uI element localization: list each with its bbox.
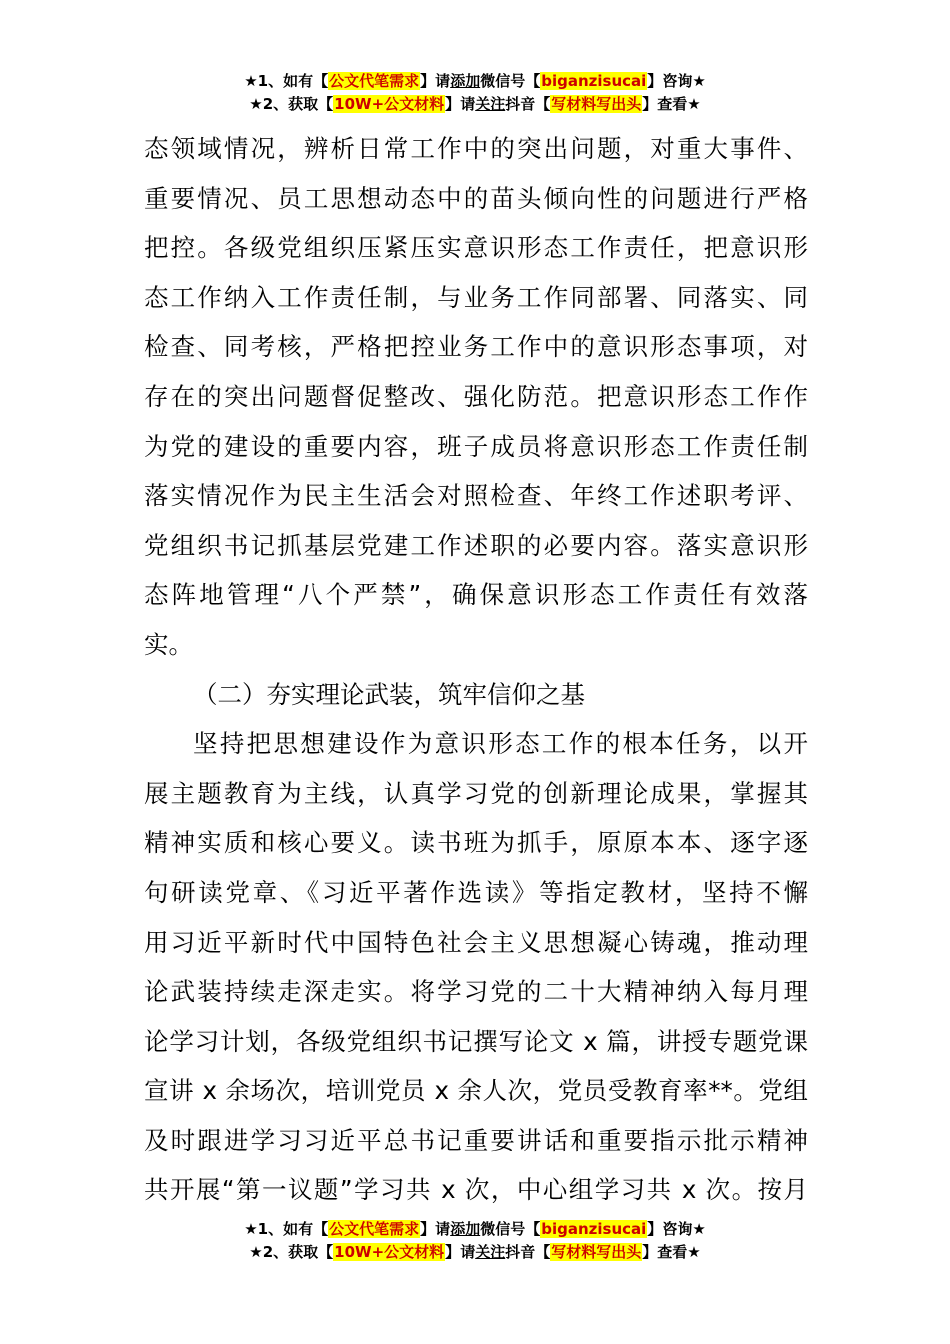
- promo-line-1-suffix: 咨询★: [662, 1220, 706, 1238]
- promo-bracket-close: 】: [445, 1243, 461, 1261]
- promo-text-underlined: 添加: [450, 72, 481, 90]
- text-line: 及时跟进学习习近平总书记重要讲话和重要指示批示精神: [144, 1125, 808, 1155]
- promo-bracket-open: 【: [318, 1243, 334, 1261]
- promo-text-underlined: 关注: [475, 1243, 506, 1261]
- promo-bracket-open: 【: [313, 72, 329, 90]
- promo-highlight-douyin-account: 写材料写出头: [551, 1243, 642, 1261]
- text-line: 重要情况、员工思想动态中的苗头倾向性的问题进行严格: [144, 183, 808, 213]
- promo-highlight-writing-service: 公文代笔需求: [329, 1220, 420, 1238]
- promo-bracket-open: 【: [535, 95, 551, 113]
- promo-text-underlined: 添加: [450, 1220, 481, 1238]
- promo-line-1-prefix: ★1、如有: [244, 72, 314, 90]
- text-line: 展主题教育为主线，认真学习党的创新理论成果，掌握其: [144, 778, 808, 808]
- text-line: 实。: [144, 629, 193, 659]
- text-line: 为党的建设的重要内容，班子成员将意识形态工作责任制: [144, 431, 808, 461]
- promo-text: 请: [460, 95, 476, 113]
- footer-promo-banner: [0, 1218, 950, 1264]
- promo-highlight-wechat-id: biganzisucai: [541, 72, 647, 90]
- promo-line-2-suffix: 查看★: [657, 95, 701, 113]
- text-line: 党组织书记抓基层党建工作述职的必要内容。落实意识形: [144, 530, 808, 560]
- text-line: 共开展“第一议题”学习共 x 次，中心组学习共 x 次。按月: [144, 1175, 808, 1205]
- text-line: 论学习计划，各级党组织书记撰写论文 x 篇，讲授专题党课: [144, 1026, 808, 1056]
- promo-bracket-open: 【: [313, 1220, 329, 1238]
- text-line: 落实情况作为民主生活会对照检查、年终工作述职考评、: [144, 481, 808, 511]
- promo-line-1: [0, 70, 950, 93]
- promo-text: 抖音: [505, 95, 536, 113]
- text-line: 宣讲 x 余场次，培训党员 x 余人次，党员受教育率**。党组: [144, 1076, 808, 1106]
- text-line: 存在的突出问题督促整改、强化防范。把意识形态工作作: [144, 381, 808, 411]
- text-line: 态阵地管理“八个严禁”，确保意识形态工作责任有效落: [144, 580, 808, 610]
- promo-highlight-materials: 10W+公文材料: [334, 95, 445, 113]
- promo-text: 请: [460, 1243, 476, 1261]
- promo-bracket-close: 】: [420, 72, 436, 90]
- promo-text: 微信号: [480, 1220, 526, 1238]
- promo-bracket-open: 【: [535, 1243, 551, 1261]
- promo-bracket-close: 】: [642, 1243, 658, 1261]
- promo-text: 请: [435, 1220, 451, 1238]
- promo-line-1: [0, 1218, 950, 1241]
- text-line: 把控。各级党组织压紧压实意识形态工作责任，把意识形: [144, 233, 808, 263]
- promo-line-2-suffix: 查看★: [657, 1243, 701, 1261]
- promo-highlight-writing-service: 公文代笔需求: [329, 72, 420, 90]
- promo-line-2-prefix: ★2、获取: [249, 1243, 319, 1261]
- promo-line-2: [0, 93, 950, 116]
- paragraph-2: [144, 719, 808, 1215]
- promo-bracket-close: 】: [647, 72, 663, 90]
- promo-text: 微信号: [480, 72, 526, 90]
- promo-bracket-close: 】: [647, 1220, 663, 1238]
- promo-highlight-douyin-account: 写材料写出头: [551, 95, 642, 113]
- promo-line-2: [0, 1241, 950, 1264]
- paragraph-1: [144, 124, 808, 670]
- promo-bracket-open: 【: [318, 95, 334, 113]
- text-line: 态领域情况，辨析日常工作中的突出问题，对重大事件、: [144, 134, 808, 163]
- promo-highlight-wechat-id: biganzisucai: [541, 1220, 647, 1238]
- text-line: 精神实质和核心要义。读书班为抓手，原原本本、逐字逐: [144, 828, 808, 858]
- text-line: 用习近平新时代中国特色社会主义思想凝心铸魂，推动理: [144, 927, 808, 957]
- promo-line-1-prefix: ★1、如有: [244, 1220, 314, 1238]
- section-heading-2: （二）夯实理论武装，筑牢信仰之基: [193, 679, 585, 709]
- promo-bracket-open: 【: [525, 1220, 541, 1238]
- promo-highlight-materials: 10W+公文材料: [334, 1243, 445, 1261]
- promo-bracket-close: 】: [445, 95, 461, 113]
- text-line: 态工作纳入工作责任制，与业务工作同部署、同落实、同: [144, 282, 808, 312]
- text-line: 论武装持续走深走实。将学习党的二十大精神纳入每月理: [144, 977, 808, 1007]
- promo-text: 抖音: [505, 1243, 536, 1261]
- header-promo-banner: [0, 70, 950, 116]
- promo-bracket-close: 】: [420, 1220, 436, 1238]
- promo-text: 请: [435, 72, 451, 90]
- document-body: [144, 124, 808, 1215]
- text-line: 检查、同考核，严格把控业务工作中的意识形态事项，对: [144, 332, 808, 362]
- promo-line-2-prefix: ★2、获取: [249, 95, 319, 113]
- promo-bracket-close: 】: [642, 95, 658, 113]
- promo-text-underlined: 关注: [475, 95, 506, 113]
- promo-line-1-suffix: 咨询★: [662, 72, 706, 90]
- promo-bracket-open: 【: [525, 72, 541, 90]
- text-line: 坚持把思想建设作为意识形态工作的根本任务，以开: [193, 729, 808, 759]
- text-line: 句研读党章、《习近平著作选读》等指定教材，坚持不懈: [144, 877, 808, 907]
